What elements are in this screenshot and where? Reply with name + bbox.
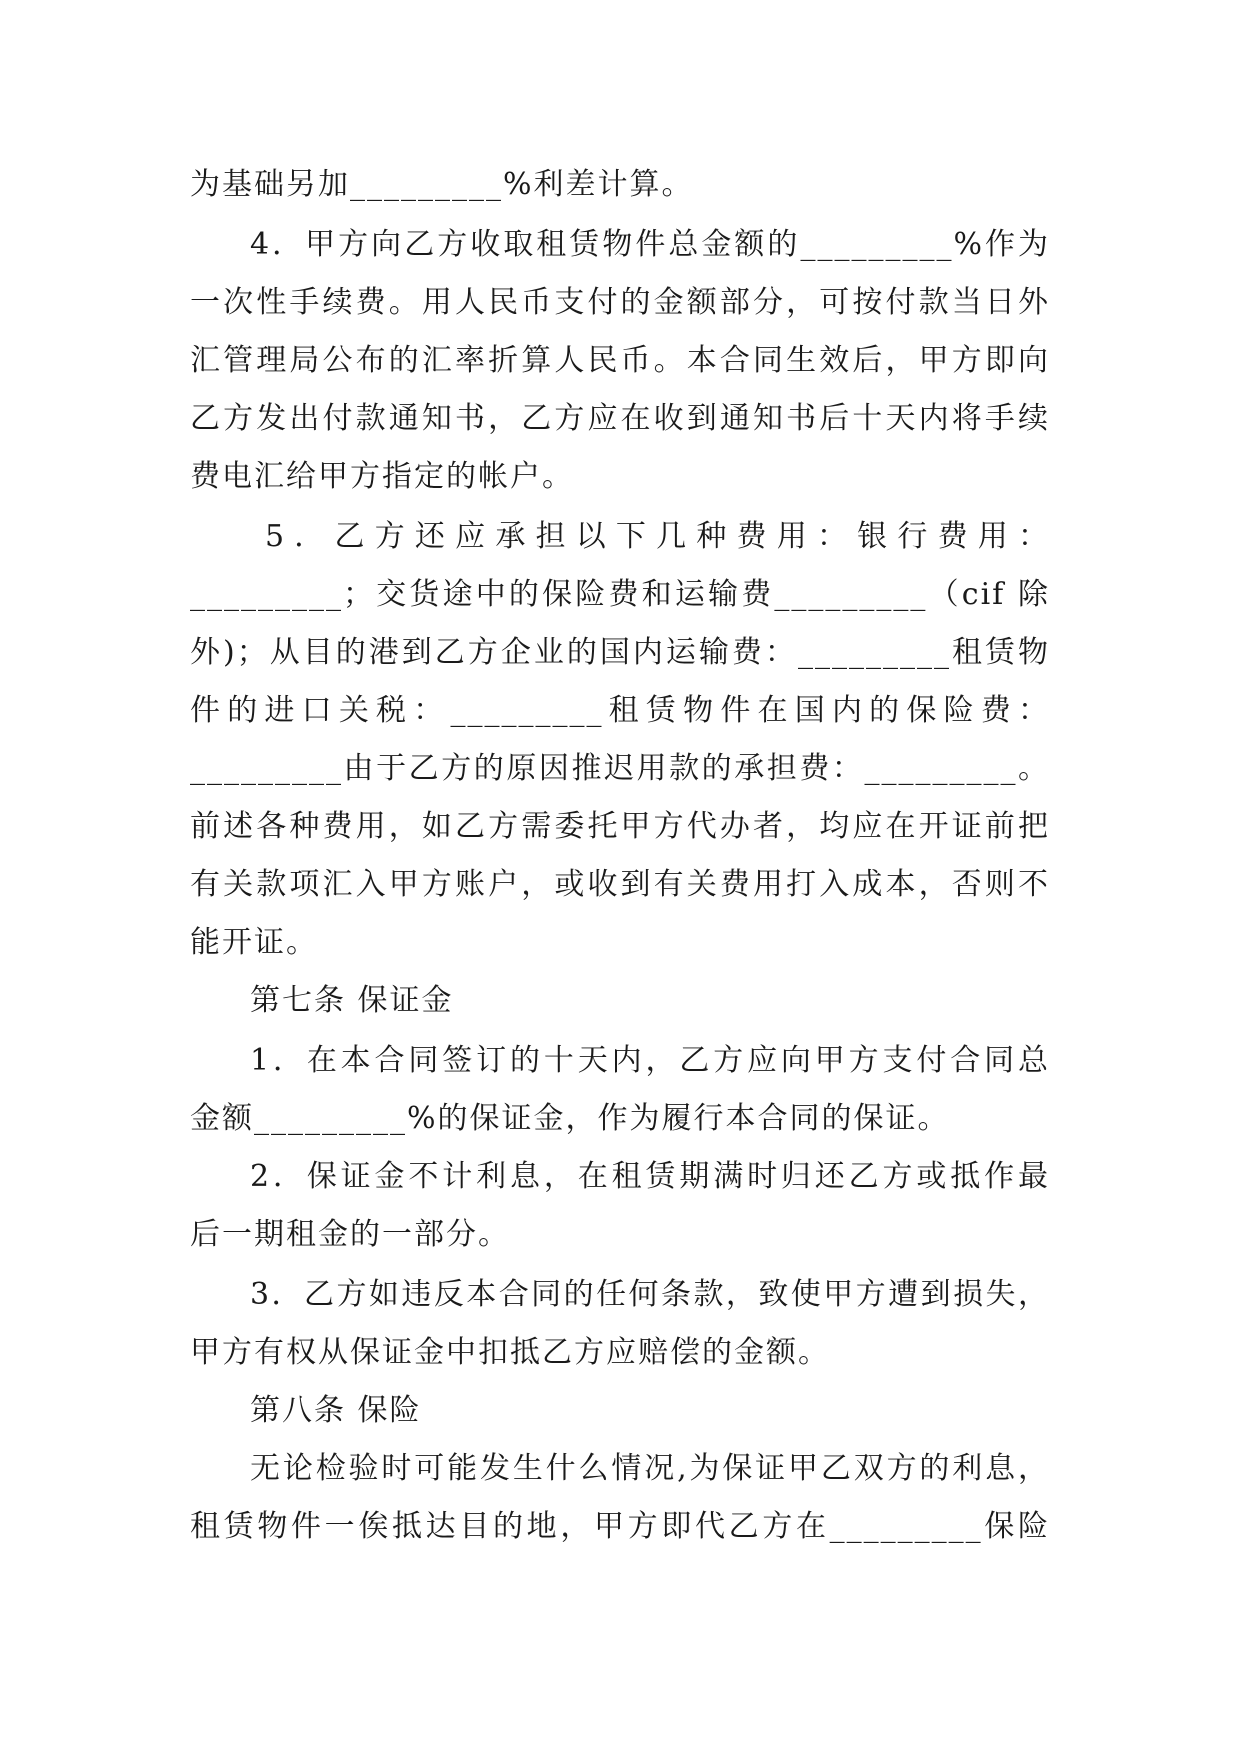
text-line-19: 后一期租金的一部分。 [190,1217,510,1252]
text-line-12: 前述各种费用，如乙方需委托甲方代办者，均应在开证前把 [190,809,1050,844]
text-line-10: 件的进口关税：_________租赁物件在国内的保险费： [190,693,1050,728]
text-line-3: 一次性手续费。用人民币支付的金额部分，可按付款当日外 [190,285,1050,320]
section-heading-article-7: 第七条 保证金 [250,983,454,1018]
text-line-16: 1．在本合同签订的十天内，乙方应向甲方支付合同总 [250,1043,1050,1078]
text-line-2: 4．甲方向乙方收取租赁物件总金额的_________%作为 [250,227,1050,262]
text-line-8: _________；交货途中的保险费和运输费_________（cif 除 [190,577,1050,612]
text-line-5: 乙方发出付款通知书，乙方应在收到通知书后十天内将手续 [190,401,1050,436]
text-line-18: 2．保证金不计利息，在租赁期满时归还乙方或抵作最 [250,1159,1050,1194]
text-line-1: 为基础另加_________%利差计算。 [190,167,694,202]
text-line-23: 无论检验时可能发生什么情况,为保证甲乙双方的利息， [250,1451,1050,1486]
text-line-4: 汇管理局公布的汇率折算人民币。本合同生效后，甲方即向 [190,343,1050,378]
text-line-20: 3．乙方如违反本合同的任何条款，致使甲方遭到损失， [250,1277,1050,1312]
text-line-7: 5．乙方还应承担以下几种费用：银行费用： [265,519,1050,554]
text-line-21: 甲方有权从保证金中扣抵乙方应赔偿的金额。 [190,1335,830,1370]
text-line-17: 金额_________%的保证金，作为履行本合同的保证。 [190,1101,950,1136]
text-line-9: 外)；从目的港到乙方企业的国内运输费：_________租赁物 [190,635,1050,670]
text-line-14: 能开证。 [190,925,318,960]
text-line-24: 租赁物件一俟抵达目的地，甲方即代乙方在_________保险 [190,1509,1050,1544]
text-line-11: _________由于乙方的原因推迟用款的承担费：_________。 [190,751,1050,786]
section-heading-article-8: 第八条 保险 [250,1393,422,1428]
text-line-6: 费电汇给甲方指定的帐户。 [190,459,574,494]
text-line-13: 有关款项汇入甲方账户，或收到有关费用打入成本，否则不 [190,867,1050,902]
